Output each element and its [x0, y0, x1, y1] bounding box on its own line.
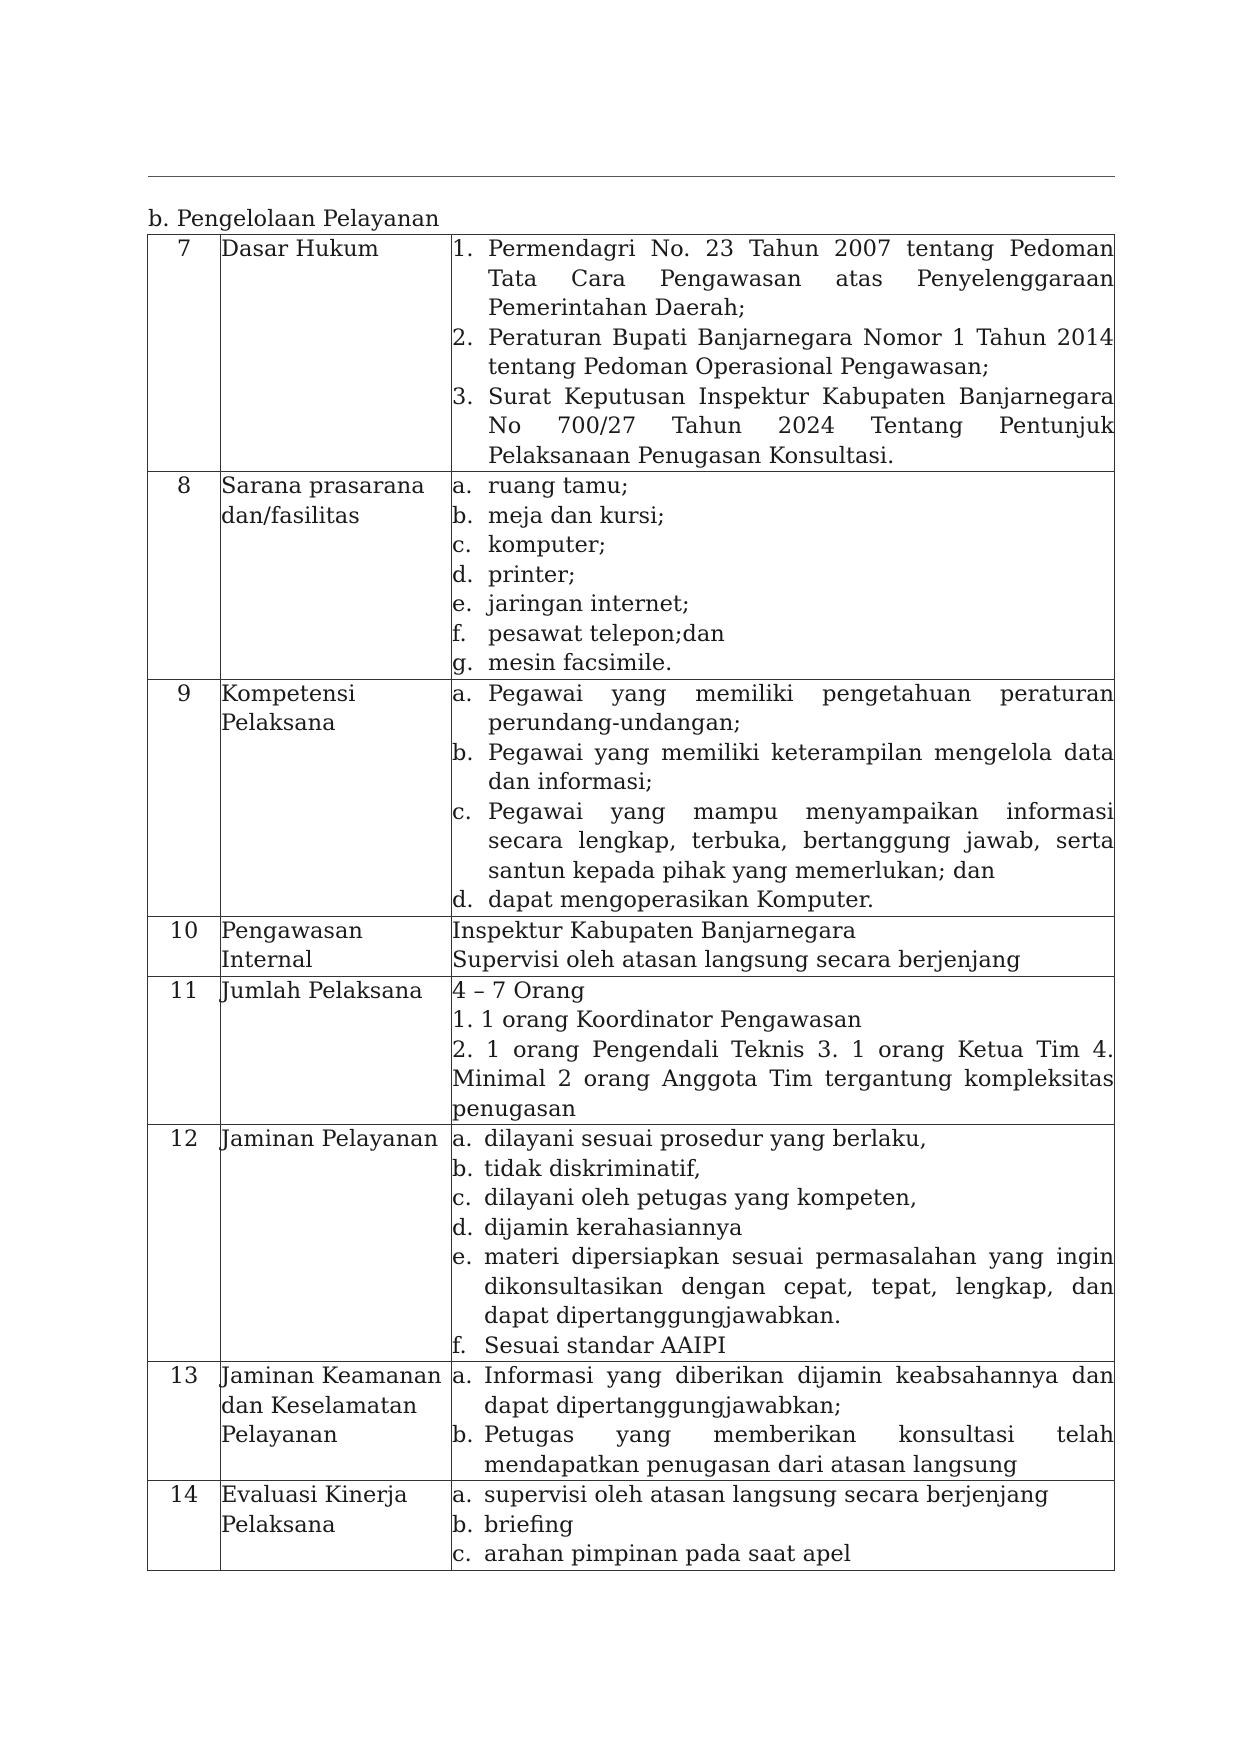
list-item: [452, 1332, 1114, 1362]
list-item-text: Peraturan Bupati Banjarnegara Nomor 1 Tahun 2014 tentang Pedoman Operasional Pengawasan;: [488, 324, 1114, 380]
list-marker: b.: [452, 502, 474, 529]
service-management-table: [147, 234, 1115, 1571]
list-marker: d.: [452, 887, 474, 913]
list-item-text: jaringan internet;: [488, 591, 690, 617]
table-row: [148, 472, 1115, 680]
table-row: [148, 1362, 1115, 1481]
row-label: Jaminan Pelayanan: [221, 1125, 452, 1362]
section-title: b. Pengelolaan Pelayanan: [148, 206, 440, 232]
list-marker: d.: [452, 1214, 474, 1241]
row-content: [452, 679, 1115, 916]
list-item-text: dilayani sesuai prosedur yang berlaku,: [484, 1126, 927, 1152]
row-content: [452, 235, 1115, 472]
row-number: 13: [148, 1362, 221, 1481]
list-item: [452, 1155, 1114, 1185]
row-label: Sarana prasarana dan/fasilitas: [221, 472, 452, 680]
table-row: [148, 679, 1115, 916]
list-marker: 1.: [452, 236, 474, 262]
list-item-text: briefing: [484, 1511, 574, 1538]
row-label: Dasar Hukum: [221, 235, 452, 472]
row-number: 9: [148, 679, 221, 916]
row-label: Jumlah Pelaksana: [221, 976, 452, 1125]
list-item: [452, 649, 1114, 679]
row-content: [452, 1481, 1115, 1571]
list-item-text: komputer;: [488, 532, 607, 558]
row-number: 11: [148, 976, 221, 1125]
list-item-text: Informasi yang diberikan dijamin keabsahannya dan dapat dipertanggungjawabkan;: [484, 1363, 1114, 1419]
list-item: [452, 531, 1114, 561]
row-label: Kompetensi Pelaksana: [221, 679, 452, 916]
list-marker: c.: [452, 532, 472, 558]
list-item: [452, 383, 1114, 472]
content-line: Supervisi oleh atasan langsung secara berjenjang: [452, 947, 1021, 973]
list-item-text: printer;: [488, 561, 576, 588]
row-number: 7: [148, 235, 221, 472]
list-item-text: tidak diskriminatif,: [484, 1155, 701, 1182]
row-number: 10: [148, 916, 221, 976]
list-marker: e.: [452, 591, 473, 617]
list-item: [452, 235, 1114, 324]
list-item: [452, 680, 1114, 739]
list-item: [452, 472, 1114, 502]
list-item-text: materi dipersiapkan sesuai permasalahan yang ingin dikonsultasikan dengan cepat, tepat, lengkap, dan dapat dipertanggungjawabkan.: [484, 1244, 1114, 1329]
table-row: [148, 976, 1115, 1125]
list-item-text: Petugas yang memberikan konsultasi telah mendapatkan penugasan dari atasan langsung: [484, 1422, 1114, 1478]
list-item: [452, 739, 1114, 798]
content-list: [452, 1481, 1114, 1570]
table-row: [148, 1125, 1115, 1362]
list-item: [452, 1243, 1114, 1332]
list-item-text: Sesuai standar AAIPI: [484, 1332, 727, 1359]
header-rule: [148, 176, 1115, 177]
list-item-text: mesin facsimile.: [488, 650, 673, 676]
list-item: [452, 1481, 1114, 1511]
list-item-text: supervisi oleh atasan langsung secara berjenjang: [484, 1482, 1049, 1508]
row-label: Evaluasi Kinerja Pelaksana: [221, 1481, 452, 1571]
list-marker: 2.: [452, 324, 474, 351]
list-item: [452, 1184, 1114, 1214]
list-item-text: dijamin kerahasiannya: [484, 1214, 743, 1241]
content-list: [452, 680, 1114, 916]
content-line: 1. 1 orang Koordinator Pengawasan: [452, 1007, 862, 1033]
list-item: [452, 590, 1114, 620]
list-marker: e.: [452, 1244, 473, 1270]
list-item: [452, 886, 1114, 916]
list-marker: a.: [452, 680, 473, 707]
row-content: [452, 1362, 1115, 1481]
list-item: [452, 324, 1114, 383]
content-list: [452, 235, 1114, 471]
content-list: [452, 1362, 1114, 1480]
list-marker: b.: [452, 739, 474, 766]
list-item-text: Pegawai yang memiliki keterampilan mengelola data dan informasi;: [488, 739, 1114, 795]
content-list: [452, 1125, 1114, 1361]
content-list: [452, 472, 1114, 679]
row-label: Pengawasan Internal: [221, 916, 452, 976]
row-number: 14: [148, 1481, 221, 1571]
table-row: [148, 916, 1115, 976]
list-item-text: ruang tamu;: [488, 473, 629, 499]
list-marker: b.: [452, 1155, 474, 1182]
list-item: [452, 561, 1114, 591]
content-line: 4 – 7 Orang: [452, 977, 585, 1004]
list-marker: d.: [452, 561, 474, 588]
row-number: 12: [148, 1125, 221, 1362]
list-marker: g.: [452, 650, 474, 676]
list-item: [452, 1540, 1114, 1570]
list-marker: a.: [452, 473, 473, 499]
list-marker: f.: [452, 1332, 467, 1359]
list-item: [452, 1511, 1114, 1541]
list-item: [452, 620, 1114, 650]
row-content: [452, 472, 1115, 680]
list-item: [452, 1125, 1114, 1155]
list-marker: 3.: [452, 383, 474, 410]
row-content: [452, 976, 1115, 1125]
list-item-text: Pegawai yang memiliki pengetahuan peraturan perundang-undangan;: [488, 680, 1114, 736]
row-number: 8: [148, 472, 221, 680]
list-marker: c.: [452, 1541, 472, 1567]
list-marker: a.: [452, 1363, 473, 1389]
list-item: [452, 502, 1114, 532]
list-item: [452, 798, 1114, 887]
list-item-text: Permendagri No. 23 Tahun 2007 tentang Pedoman Tata Cara Pengawasan atas Penyelenggaraan Pemerintahan Daerah;: [488, 236, 1114, 321]
list-marker: f.: [452, 620, 467, 647]
list-marker: b.: [452, 1511, 474, 1538]
content-line: Inspektur Kabupaten Banjarnegara: [452, 917, 857, 944]
table-row: [148, 235, 1115, 472]
list-item-text: meja dan kursi;: [488, 502, 665, 529]
list-item: [452, 1421, 1114, 1480]
list-item-text: pesawat telepon;dan: [488, 620, 725, 647]
content-line: 2. 1 orang Pengendali Teknis 3. 1 orang Ketua Tim 4. Minimal 2 orang Anggota Tim tergantung kompleksitas penugasan: [452, 1036, 1114, 1122]
list-item-text: Pegawai yang mampu menyampaikan informasi secara lengkap, terbuka, bertanggung jawab, serta santun kepada pihak yang memerlukan; dan: [488, 798, 1114, 884]
list-item: [452, 1362, 1114, 1421]
list-marker: c.: [452, 798, 472, 825]
list-marker: a.: [452, 1126, 473, 1152]
list-item-text: dapat mengoperasikan Komputer.: [488, 887, 875, 913]
row-label: Jaminan Keamanan dan Keselamatan Pelayanan: [221, 1362, 452, 1481]
list-item-text: Surat Keputusan Inspektur Kabupaten Banjarnegara No 700/27 Tahun 2024 Tentang Pentunjuk Pelaksanaan Penugasan Konsultasi.: [488, 383, 1114, 469]
list-marker: b.: [452, 1422, 474, 1448]
row-content: [452, 1125, 1115, 1362]
list-item-text: dilayani oleh petugas yang kompeten,: [484, 1185, 918, 1211]
row-content: [452, 916, 1115, 976]
list-marker: a.: [452, 1482, 473, 1508]
list-item-text: arahan pimpinan pada saat apel: [484, 1541, 851, 1567]
list-marker: c.: [452, 1185, 472, 1211]
table-row: [148, 1481, 1115, 1571]
list-item: [452, 1214, 1114, 1244]
